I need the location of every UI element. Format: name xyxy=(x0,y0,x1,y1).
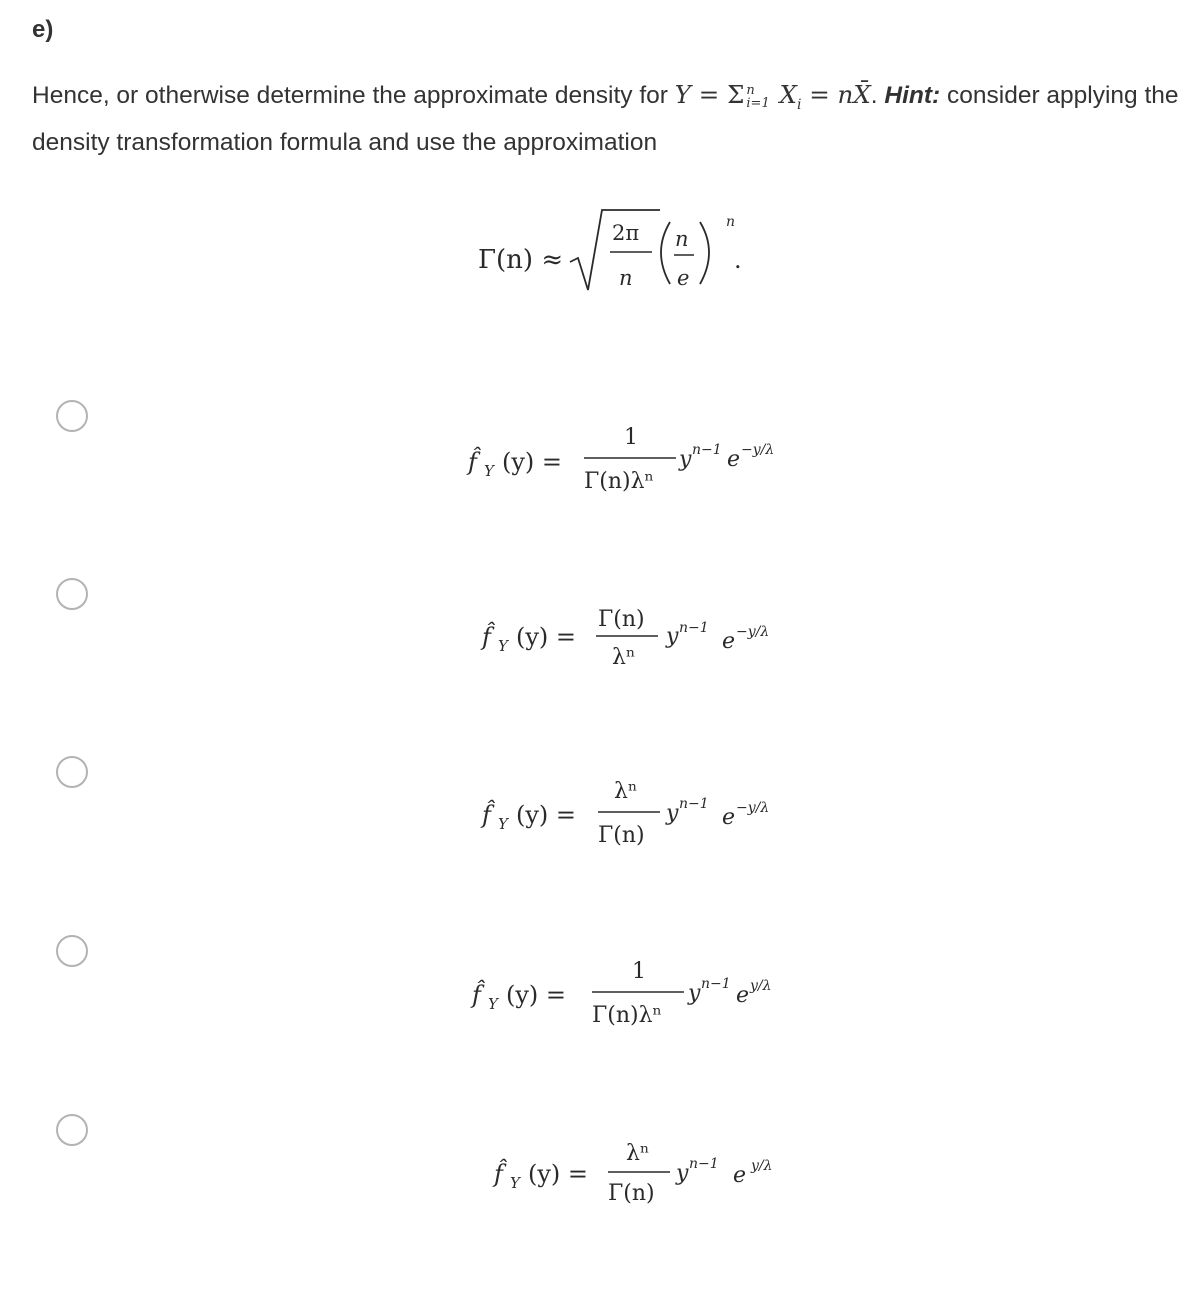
y-equals: Y = xyxy=(674,80,728,109)
left-paren xyxy=(661,222,670,284)
option-c-formula xyxy=(480,779,769,848)
option-b-den: λⁿ xyxy=(612,645,636,670)
option-e-ypow: n−1 xyxy=(689,1156,719,1172)
option-a-arg: (y) = xyxy=(502,448,563,476)
option-b-epow: −y/λ xyxy=(736,624,770,640)
question-text-after: consider applying the density transformation formula and use the approximation xyxy=(32,82,1179,156)
option-c-f: f̂ xyxy=(482,801,491,829)
sum-lower: i=1 xyxy=(746,95,770,111)
option-e-y: y xyxy=(676,1161,689,1186)
option-b-num: Γ(n) xyxy=(598,607,645,632)
option-d-formula xyxy=(470,959,772,1028)
approx-lhs: Γ(n) ≈ xyxy=(478,245,564,275)
part-label: e) xyxy=(32,16,54,43)
paren-denominator: e xyxy=(677,266,690,290)
option-e-den: Γ(n) xyxy=(608,1181,655,1206)
option-a-formula xyxy=(466,425,774,494)
sum-term-sub: i xyxy=(796,96,802,113)
option-c-num: λⁿ xyxy=(614,779,638,804)
option-b-arg: (y) = xyxy=(516,623,577,651)
sqrt-numerator: 2π xyxy=(612,221,640,245)
option-d-num: 1 xyxy=(632,959,646,984)
option-a-den: Γ(n)λⁿ xyxy=(584,469,655,494)
approx-period: . xyxy=(734,246,742,274)
option-e-arg: (y) = xyxy=(528,1160,589,1188)
option-e-epow: y/λ xyxy=(751,1158,773,1174)
option-d-f: f̂ xyxy=(472,981,481,1009)
option-a-sub: Y xyxy=(484,462,494,480)
option-e-sub: Y xyxy=(510,1174,520,1192)
option-e-f: f̂ xyxy=(494,1160,503,1188)
option-c-y: y xyxy=(666,801,679,826)
sum-term: X xyxy=(771,80,797,109)
option-a-ypow: n−1 xyxy=(692,442,722,458)
option-c-epow: −y/λ xyxy=(736,800,770,816)
sum-upper: n xyxy=(746,82,755,98)
option-b-e: e xyxy=(722,629,736,654)
approximation-formula xyxy=(478,210,742,290)
paren-power: n xyxy=(726,214,736,230)
option-c-sub: Y xyxy=(498,815,508,833)
option-e-num: λⁿ xyxy=(626,1141,650,1166)
option-c-den: Γ(n) xyxy=(598,823,645,848)
option-d-den: Γ(n)λⁿ xyxy=(592,1003,663,1028)
right-paren xyxy=(700,222,709,284)
sqrt-denominator: n xyxy=(619,266,633,290)
option-d-sub: Y xyxy=(488,995,498,1013)
option-a-epow: −y/λ xyxy=(741,442,775,458)
option-e-formula xyxy=(492,1141,773,1206)
option-a-radio[interactable] xyxy=(56,400,88,432)
option-c-e: e xyxy=(722,805,736,830)
option-a-num: 1 xyxy=(624,425,638,450)
option-d-arg: (y) = xyxy=(506,981,567,1009)
option-b-y: y xyxy=(666,624,679,649)
option-a-y: y xyxy=(679,447,692,472)
option-e-radio[interactable] xyxy=(56,1114,88,1146)
paren-numerator: n xyxy=(675,227,689,251)
option-b-sub: Y xyxy=(498,637,508,655)
option-e-e: e xyxy=(733,1163,747,1188)
option-d-y: y xyxy=(688,981,701,1006)
option-c-ypow: n−1 xyxy=(679,796,709,812)
option-b-formula xyxy=(480,607,769,670)
hint-label: Hint: xyxy=(884,82,941,109)
option-c-arg: (y) = xyxy=(516,801,577,829)
option-a-e: e xyxy=(727,447,741,472)
option-a-f: f̂ xyxy=(468,448,477,476)
option-d-radio[interactable] xyxy=(56,935,88,967)
option-d-ypow: n−1 xyxy=(701,976,731,992)
sum-symbol: Σ xyxy=(727,80,745,109)
equals-nxbar: = nX̄ xyxy=(801,80,871,109)
option-b-ypow: n−1 xyxy=(679,620,709,636)
question-text-before: Hence, or otherwise determine the approximate density for xyxy=(32,82,675,109)
option-c-radio[interactable] xyxy=(56,756,88,788)
option-b-radio[interactable] xyxy=(56,578,88,610)
question-period: . xyxy=(870,82,885,109)
option-d-epow: y/λ xyxy=(750,978,772,994)
option-d-e: e xyxy=(736,983,750,1008)
option-b-f: f̂ xyxy=(482,623,491,651)
